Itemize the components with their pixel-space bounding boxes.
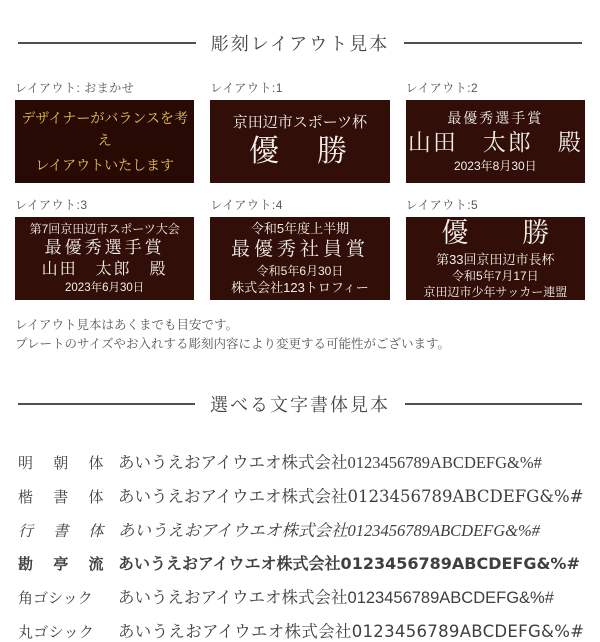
engraving-section-title [0, 30, 600, 56]
divider-line [405, 403, 582, 405]
divider-line [18, 403, 195, 405]
font-sample-row [18, 517, 582, 541]
plate-text-line: デザイナーがバランスを考え [21, 109, 188, 149]
layout-card-4 [210, 196, 389, 300]
plate-text-line: 山田 太郎 殿 [41, 261, 168, 279]
plate-text-line: 令和5年6月30日 [256, 263, 344, 278]
layout-card-1 [210, 79, 389, 183]
note-line: プレートのサイズやお入れする彫刻内容により変更する可能性がございます。 [15, 337, 451, 352]
font-sample-text: あいうえおアイウエオ株式会社0123456789ABCDEFG&%# [118, 621, 585, 641]
font-sample-text: あいうえおアイウエオ株式会社0123456789ABCDEFG&%# [118, 520, 540, 540]
note-line: レイアウト見本はあくまでも目安です。 [15, 318, 239, 332]
layout-label: レイアウト:2 [405, 81, 479, 95]
font-name-label: 丸ゴシック [18, 622, 95, 641]
engraving-plate [210, 100, 389, 183]
font-section-title [0, 391, 600, 417]
plate-text-line: 最優秀選手賞 [44, 238, 165, 257]
engraving-plate [210, 217, 389, 300]
plate-text-line: 第33回京田辺市長杯 [436, 251, 555, 267]
layout-label: レイアウト:1 [210, 81, 283, 95]
plate-text-line: 令和5年7月17日 [451, 269, 539, 284]
engraving-plate [406, 100, 585, 183]
engraving-plate [15, 100, 194, 183]
font-sample-row [18, 483, 582, 507]
plate-text-line: 最優秀選手賞 [447, 110, 544, 127]
layout-card-3 [15, 196, 194, 300]
font-sample-row [18, 551, 582, 574]
font-name-label: 楷書体 [18, 487, 124, 506]
engraving-plate [406, 217, 585, 300]
font-sample-text: あいうえおアイウエオ株式会社0123456789ABCDEFG&%# [118, 452, 542, 472]
layout-card-5 [406, 196, 585, 300]
disclaimer-note [15, 316, 585, 355]
font-name-label: 角ゴシック [18, 589, 93, 607]
font-sample-list [18, 449, 585, 642]
font-name-label: 勘亭流 [18, 554, 124, 573]
layout-card-omakase [15, 79, 194, 183]
font-sample-text: あいうえおアイウエオ株式会社0123456789ABCDEFG&%# [118, 486, 584, 506]
plate-text-line: 山田 太郎 殿 [407, 128, 583, 155]
plate-text-line: 最優秀社員賞 [230, 238, 369, 260]
layout-label: レイアウト: おまかせ [15, 81, 135, 95]
divider-line [404, 42, 582, 44]
plate-text-line: レイアウトいたします [35, 156, 175, 173]
plate-text-line: 京田辺市スポーツ杯 [232, 113, 368, 131]
plate-text-line: 優 勝 [441, 218, 550, 249]
plate-text-line: 2023年8月30日 [453, 158, 537, 173]
engraving-plate [15, 217, 194, 300]
font-sample-row [18, 584, 582, 608]
font-name-label: 行書体 [18, 523, 124, 540]
plate-text-line: 株式会社123トロフィー [231, 280, 369, 296]
plate-text-line: 京田辺市少年サッカー連盟 [423, 285, 568, 300]
font-sample-text: あいうえおアイウエオ株式会社0123456789ABCDEFG&%# [118, 588, 554, 607]
font-name-label: 明朝体 [18, 455, 124, 472]
font-sample-text: あいうえおアイウエオ株式会社0123456789ABCDEFG&%# [118, 553, 580, 573]
divider-line [18, 42, 196, 44]
plate-text-line: 2023年6月30日 [65, 281, 145, 294]
plate-text-line: 優 勝 [248, 134, 351, 168]
layout-card-2 [406, 79, 585, 183]
font-sample-row [18, 618, 585, 642]
layout-label: レイアウト:4 [210, 198, 283, 212]
engraving-title: 彫刻レイアウト見本 [210, 34, 390, 54]
font-sample-row [18, 449, 582, 473]
font-samples-title: 選べる文字書体見本 [210, 394, 390, 415]
layout-samples-grid [15, 79, 585, 300]
plate-text-line: 令和5年度上半期 [250, 221, 350, 237]
plate-text-line: 第7回京田辺市スポーツ大会 [29, 221, 180, 236]
layout-label: レイアウト:5 [405, 198, 479, 212]
layout-label: レイアウト:3 [15, 198, 88, 212]
